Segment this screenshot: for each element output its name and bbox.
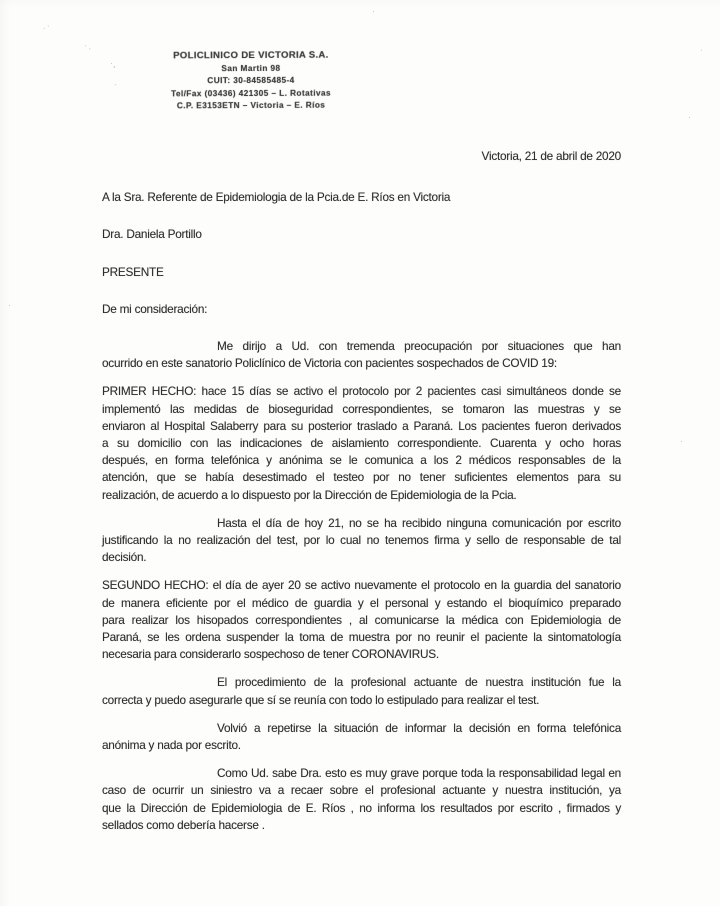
recipient-line: PRESENTE [102,264,164,279]
scan-artifact: ˏ [113,75,122,87]
scan-artifact: · [680,436,683,446]
paragraph [102,674,621,708]
letter-line: Me dirijo a Ud. con tremenda preocupación por situaciones que han [217,339,621,354]
letterhead [113,48,386,112]
letter-line: correcta y puedo asegurarle que sí se reunía con todo lo estipulado para realizar el test. [102,692,540,707]
letter-line: enviaron al Hospital Salaberry para su posterior traslado a Paraná. Los pacientes fueron derivados [102,418,621,433]
paragraph [102,515,621,567]
letter-line: para realizar los hisopados correspondientes , al comunicarse la médica con Epidemiologia de [102,612,621,627]
letter-line: Hasta el día de hoy 21, no se ha recibido ninguna comunicación por escrito [217,515,621,530]
paragraph [102,383,621,503]
letter-line: realización, de acuerdo a lo dispuesto por la Dirección de Epidemiologia de la Pcia. [102,487,517,502]
letterhead-cuit: CUIT: 30-84585485-4 [207,75,295,86]
letterhead-location: C.P. E3153ETN – Victoria – E. Ríos [176,99,326,111]
letter-line: Volvió a repetirse la situación de informar la decisión en forma telefónica [217,720,621,735]
paragraph [102,338,621,372]
scan-artifact: ·ˏ [82,39,92,51]
letter-line: que la Dirección de Epidemiologia de E. Ríos , no informa los resultados por escrito , firmados y [102,800,621,815]
letter-line: implementó las medidas de bioseguridad correspondientes, se tomaron las muestras y se [102,401,621,416]
letter-line: SEGUNDO HECHO: el día de ayer 20 se activo nuevamente el protocolo en la guardia del sanatorio [102,578,621,593]
letter-line: Como Ud. sabe Dra. esto es muy grave porque toda la responsabilidad legal en [217,766,621,781]
letter-body [102,148,621,834]
paragraph [102,765,621,834]
scan-artifact: · [372,6,375,16]
letter-line: decisión. [102,550,147,565]
recipient-line: Dra. Daniela Portillo [102,227,202,242]
letter-paragraphs [102,338,621,834]
scan-artifact: ˏ· [42,19,52,31]
date-line: Victoria, 21 de abril de 2020 [481,149,621,163]
letterhead-company-name: POLICLINICO DE VICTORIA S.A. [173,49,329,62]
letter-line: atención, que se había desestimado el testeo por no tener suficientes elementos para su [102,470,621,485]
recipient-line: A la Sra. Referente de Epidemiologia de la Pcia.de E. Ríos en Victoria [102,190,451,205]
letter-line: caso de ocurrir un siniestro va a recaer sobre el profesional actuante y nuestra institución, ya [102,783,621,798]
scan-artifact: ˈ [700,48,703,58]
letter-line: sellados como debería hacerse . [102,817,265,832]
letterhead-phone: Tel/Fax (03436) 421305 – L. Rotativas [171,87,332,99]
letter-line: El procedimiento de la profesional actuante de nuestra institución fue la [217,675,621,690]
letter-line: a su domicilio con las indicaciones de aislamiento correspondiente. Cuarenta y ocho horas [102,436,621,451]
scan-artifact: · [688,112,691,122]
letter-line: anónima y nada por escrito. [102,738,241,753]
paragraph [102,577,621,663]
letter-line: PRIMER HECHO: hace 15 días se activo el protocolo por 2 pacientes casi simultáneos donde se [102,384,621,399]
letter-line: después, en forma telefónica y anónima se le comunica a los 2 médicos responsables de la [102,453,621,468]
letter-line: justificando la no realización del test, por lo cual no tenemos firma y sello de responsable de tal [102,533,621,548]
scan-artifact: ·¸ [110,58,116,68]
letter-line: necesaria para considerarlo sospechoso de tener CORONAVIRUS. [102,647,439,662]
letterhead-street-address: San Martin 98 [221,62,281,74]
letter-line: de manera eficiente por el médico de guardia y el personal y estando el bioquímico preparado [102,595,621,610]
letter-line: ocurrido en este sanatorio Policlínico de Victoria con pacientes sospechados de COVID 19: [102,356,557,371]
scan-artifact: · [8,300,11,310]
recipient-block [102,189,621,318]
recipient-line: De mi consideración: [102,301,208,316]
paragraph [102,720,621,754]
letter-line: Paraná, se les ordena suspender la toma de muestra por no reunir el paciente la sintomatología [102,630,621,645]
